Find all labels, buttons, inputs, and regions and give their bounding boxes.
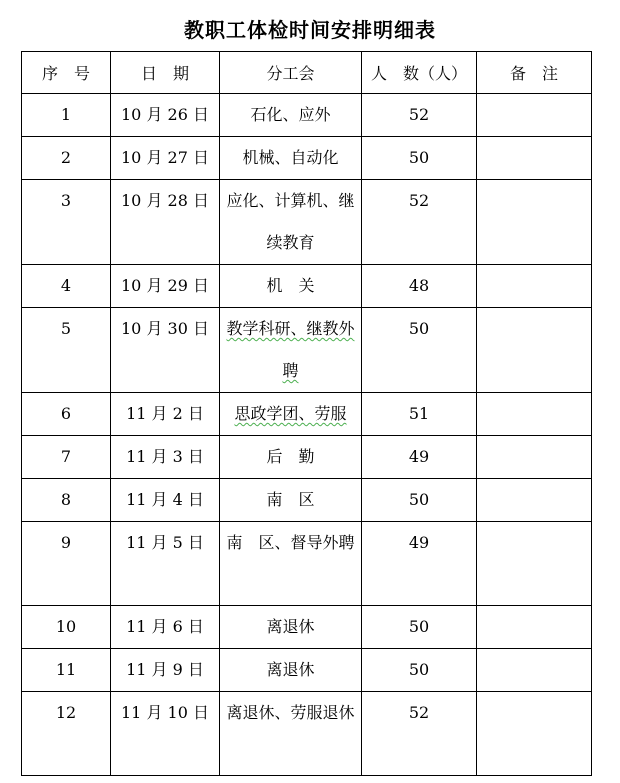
- cell-seq: 9: [22, 522, 111, 606]
- schedule-table: [21, 51, 592, 776]
- header-seq: 序 号: [22, 52, 111, 94]
- cell-seq: 2: [22, 137, 111, 180]
- cell-count: 52: [362, 692, 477, 776]
- cell-union: 离退休: [220, 649, 362, 692]
- cell-date: 11 月 6 日: [111, 606, 220, 649]
- cell-note: [477, 606, 592, 649]
- cell-date: 11 月 3 日: [111, 436, 220, 479]
- cell-count: 49: [362, 436, 477, 479]
- cell-note: [477, 137, 592, 180]
- cell-union: 机 关: [220, 265, 362, 308]
- header-count: 人 数（人）: [362, 52, 477, 94]
- cell-seq: 7: [22, 436, 111, 479]
- cell-seq: 8: [22, 479, 111, 522]
- table-row: [22, 265, 592, 308]
- cell-count: 50: [362, 308, 477, 393]
- table-row: [22, 606, 592, 649]
- cell-date: 11 月 4 日: [111, 479, 220, 522]
- table-row: [22, 308, 592, 393]
- cell-union: 南 区、督导外聘: [220, 522, 362, 606]
- cell-seq: 11: [22, 649, 111, 692]
- document-title: 教职工体检时间安排明细表: [184, 18, 436, 42]
- cell-date: 10 月 29 日: [111, 265, 220, 308]
- cell-note: [477, 479, 592, 522]
- table-row: [22, 180, 592, 265]
- table-row: [22, 94, 592, 137]
- cell-count: 51: [362, 393, 477, 436]
- cell-seq: 12: [22, 692, 111, 776]
- cell-seq: 4: [22, 265, 111, 308]
- cell-union: 思政学团、劳服: [220, 393, 362, 436]
- cell-seq: 5: [22, 308, 111, 393]
- cell-note: [477, 692, 592, 776]
- cell-count: 50: [362, 606, 477, 649]
- cell-count: 48: [362, 265, 477, 308]
- header-union: 分工会: [220, 52, 362, 94]
- cell-date: 10 月 27 日: [111, 137, 220, 180]
- table-row: [22, 137, 592, 180]
- cell-union: 南 区: [220, 479, 362, 522]
- cell-count: 50: [362, 137, 477, 180]
- cell-date: 10 月 26 日: [111, 94, 220, 137]
- cell-union: 教学科研、继教外聘: [220, 308, 362, 393]
- cell-count: 52: [362, 94, 477, 137]
- cell-union: 后 勤: [220, 436, 362, 479]
- table-row: [22, 479, 592, 522]
- cell-note: [477, 94, 592, 137]
- cell-note: [477, 522, 592, 606]
- cell-union: 机械、自动化: [220, 137, 362, 180]
- cell-union: 离退休、劳服退休: [220, 692, 362, 776]
- cell-union: 石化、应外: [220, 94, 362, 137]
- cell-date: 10 月 28 日: [111, 180, 220, 265]
- cell-note: [477, 649, 592, 692]
- cell-seq: 6: [22, 393, 111, 436]
- cell-date: 11 月 2 日: [111, 393, 220, 436]
- cell-note: [477, 265, 592, 308]
- table-row: [22, 692, 592, 776]
- cell-date: 11 月 9 日: [111, 649, 220, 692]
- cell-note: [477, 308, 592, 393]
- cell-note: [477, 180, 592, 265]
- cell-count: 49: [362, 522, 477, 606]
- cell-count: 50: [362, 649, 477, 692]
- cell-count: 50: [362, 479, 477, 522]
- header-note: 备 注: [477, 52, 592, 94]
- cell-seq: 3: [22, 180, 111, 265]
- cell-note: [477, 393, 592, 436]
- cell-seq: 1: [22, 94, 111, 137]
- cell-union: 离退休: [220, 606, 362, 649]
- cell-date: 11 月 5 日: [111, 522, 220, 606]
- table-row: [22, 522, 592, 606]
- table-row: [22, 649, 592, 692]
- cell-seq: 10: [22, 606, 111, 649]
- cell-union: 应化、计算机、继续教育: [220, 180, 362, 265]
- cell-date: 11 月 10 日: [111, 692, 220, 776]
- table-row: [22, 393, 592, 436]
- table-header-row: [22, 52, 592, 94]
- header-date: 日 期: [111, 52, 220, 94]
- cell-date: 10 月 30 日: [111, 308, 220, 393]
- cell-note: [477, 436, 592, 479]
- cell-count: 52: [362, 180, 477, 265]
- table-row: [22, 436, 592, 479]
